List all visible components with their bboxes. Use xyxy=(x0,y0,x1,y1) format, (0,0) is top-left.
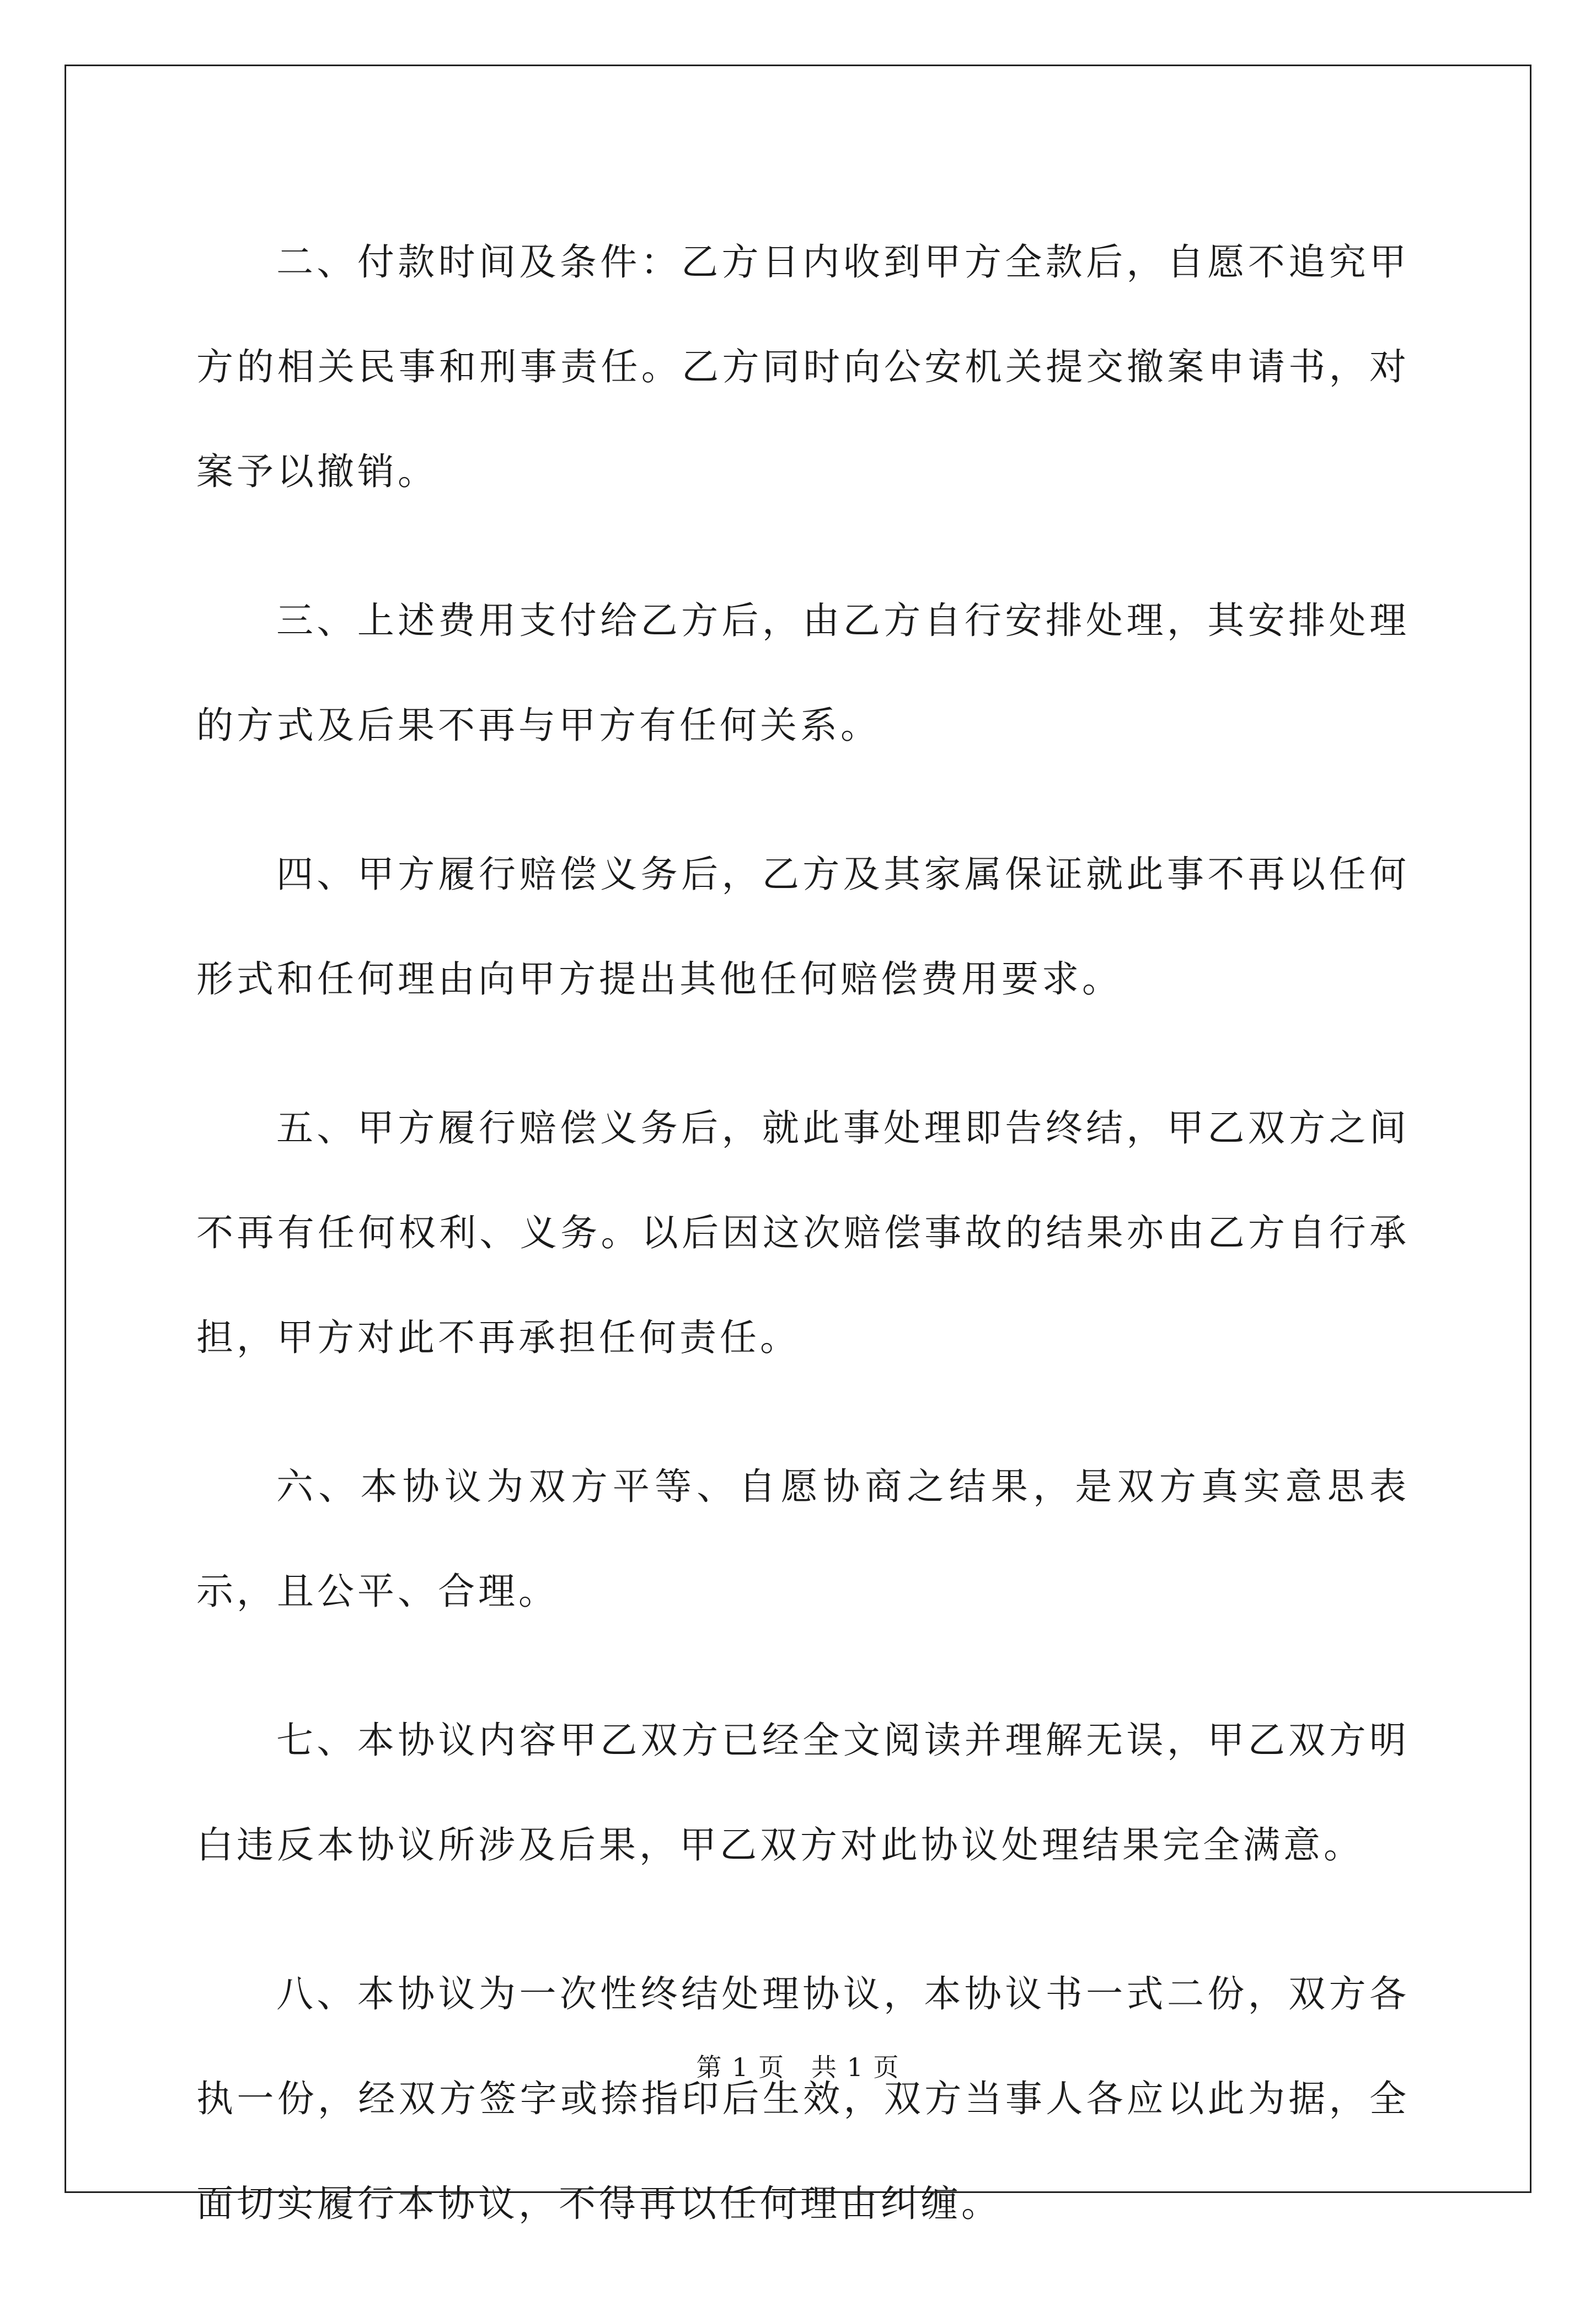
page-footer: 第 1 页 共 1 页 xyxy=(696,2052,900,2082)
clause-3: 三、上述费用支付给乙方后，由乙方自行安排处理，其安排处理的方式及后果不再与甲方有任何关系。 xyxy=(196,599,1410,747)
clause-5: 五、甲方履行赔偿义务后，就此事处理即告终结，甲乙双方之间不再有任何权利、义务。以后因这次赔偿事故的结果亦由乙方自行承担，甲方对此不再承担任何责任。 xyxy=(196,1106,1410,1359)
clause-6: 六、本协议为双方平等、自愿协商之结果，是双方真实意思表示，且公平、合理。 xyxy=(196,1465,1410,1613)
clause-8: 八、本协议为一次性终结处理协议，本协议书一式二份，双方各执一份，经双方签字或捺指印后生效，双方当事人各应以此为据，全面切实履行本协议，不得再以任何理由纠缠。 xyxy=(196,1972,1410,2225)
clause-7: 七、本协议内容甲乙双方已经全文阅读并理解无误，甲乙双方明白违反本协议所涉及后果，甲乙双方对此协议处理结果完全满意。 xyxy=(196,1719,1410,1866)
document-body xyxy=(196,210,1410,2300)
clause-4: 四、甲方履行赔偿义务后，乙方及其家属保证就此事不再以任何形式和任何理由向甲方提出其他任何赔偿费用要求。 xyxy=(196,853,1410,1001)
clause-2: 二、付款时间及条件：乙方日内收到甲方全款后，自愿不追究甲方的相关民事和刑事责任。乙方同时向公安机关提交撤案申请书，对案予以撤销。 xyxy=(196,240,1410,493)
